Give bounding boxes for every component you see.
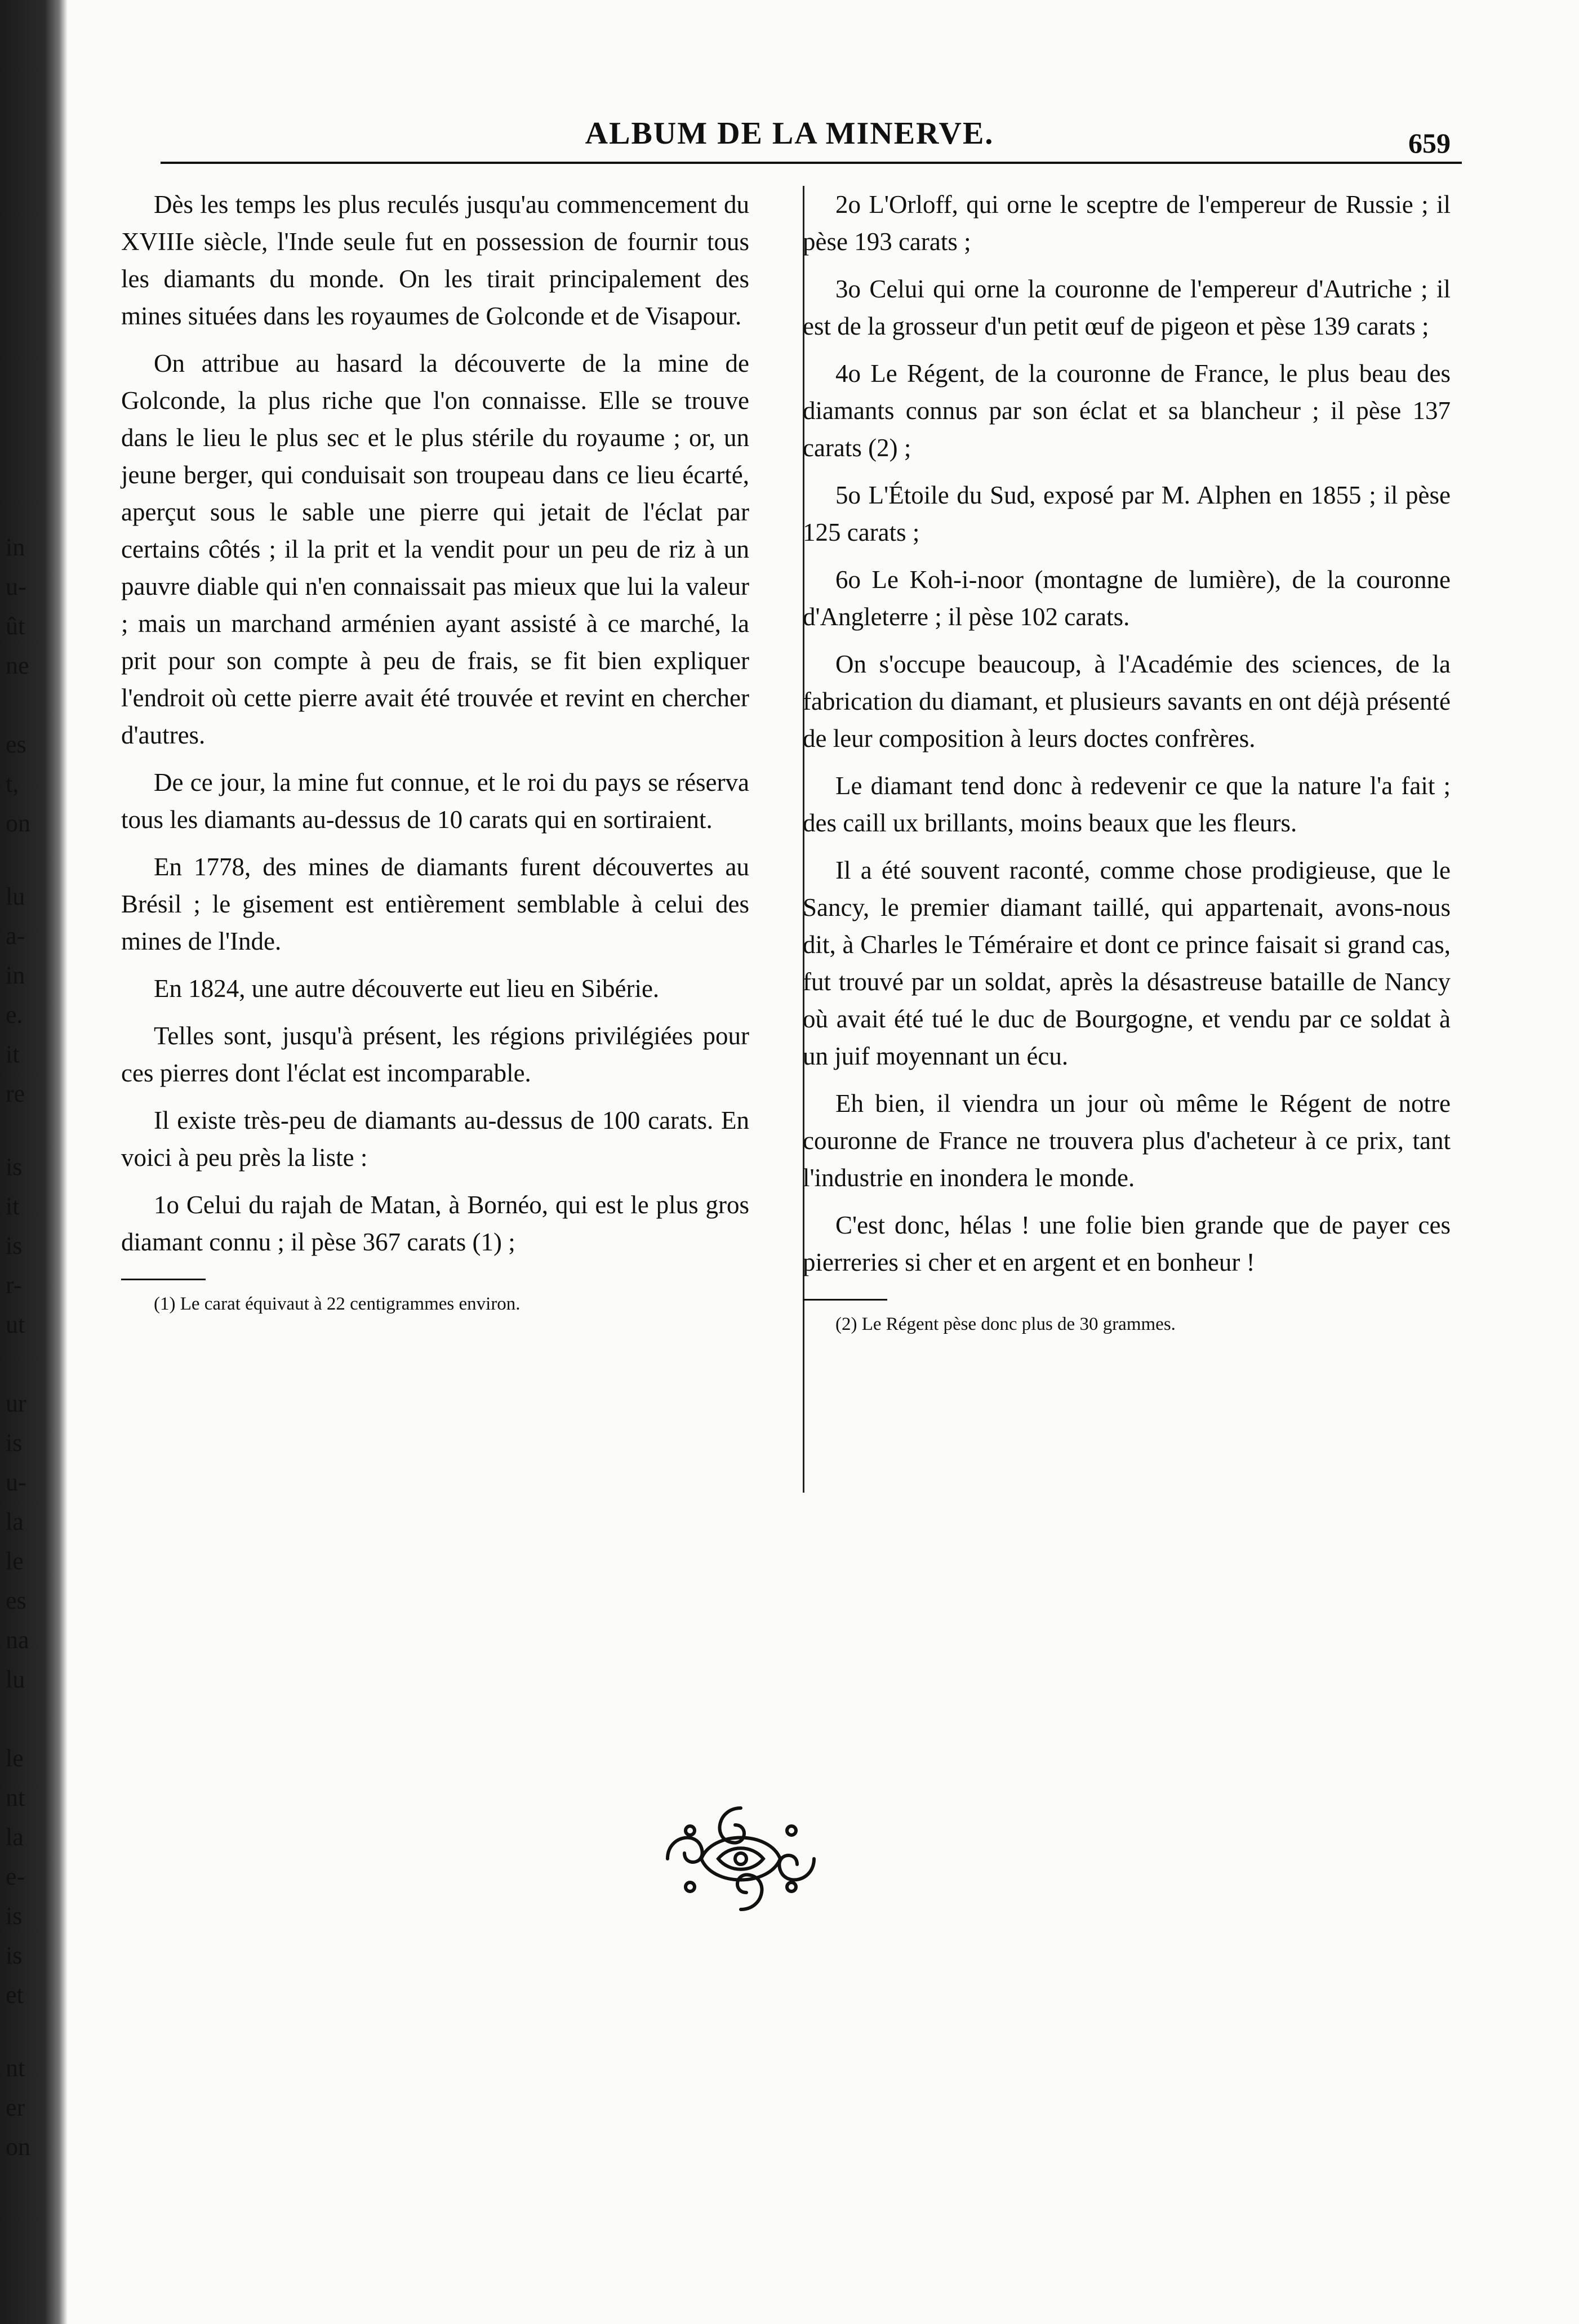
paragraph: C'est donc, hélas ! une folie bien grande que de payer ces pierreries si cher et en argent et en bonheur ! (803, 1211, 1451, 1276)
facing-page-fragment: la (6, 1508, 24, 1535)
paragraph: On attribue au hasard la découverte de la mine de Golconde, la plus riche que l'on connaisse. Elle se trouve dans le lieu le plus sec et le plus stérile du royaume ; or, un jeune berger, qui conduisait son troupeau dans ce lieu écarté, aperçut sous le sable une pierre qui jetait de l'éclat par certains côtés ; il la prit et la vendit pour un peu de riz à un pauvre diable qui n'en connaissait pas mieux que lui la valeur ; mais un marchand arménien ayant assisté à ce marché, la prit pour son compte à peu de frais, se fit bien expliquer l'endroit où cette pierre avait été trouvée et revint en chercher d'autres. (121, 349, 749, 749)
paragraph: On s'occupe beaucoup, à l'Académie des sciences, de la fabrication du diamant, et plusieurs savants en ont déjà présenté de leur composition à leurs doctes confrères. (803, 650, 1451, 753)
facing-page-fragment: e. (6, 1001, 23, 1029)
right-column (803, 186, 1451, 1347)
header-rule (161, 162, 1462, 164)
facing-page-fragment: is (6, 1942, 23, 1969)
facing-page-fragment: on (6, 809, 30, 837)
facing-page-fragment: le (6, 1744, 24, 1772)
paragraph: De ce jour, la mine fut connue, et le roi du pays se réserva tous les diamants au-dessus de 10 carats qui en sortiraient. (121, 768, 749, 834)
footnote-rule (121, 1279, 206, 1280)
facing-page-fragment: is (6, 1429, 23, 1457)
running-header-title: ALBUM DE LA MINERVE. (585, 116, 994, 151)
facing-page-fragment: it (6, 1040, 20, 1068)
paragraph: En 1824, une autre découverte eut lieu en Sibérie. (154, 974, 660, 1003)
facing-page-fragment: lu (6, 883, 25, 910)
facing-page-fragment: ur (6, 1390, 26, 1417)
paragraph: 1o Celui du rajah de Matan, à Bornéo, qui est le plus gros diamant connu ; il pèse 367 carats (1) ; (121, 1191, 749, 1256)
page-number: 659 (1408, 127, 1451, 159)
facing-page-fragment: ut (6, 1311, 25, 1338)
facing-page-fragment: nt (6, 2054, 25, 2082)
paragraph: 3o Celui qui orne la couronne de l'empereur d'Autriche ; il est de la grosseur d'un petit œuf de pigeon et pèse 139 carats ; (803, 275, 1451, 340)
facing-page-fragment: es (6, 1587, 26, 1614)
paragraph: En 1778, des mines de diamants furent découvertes au Brésil ; le gisement est entièrement semblable à celui des mines de l'Inde. (121, 853, 749, 955)
left-column (121, 186, 749, 1326)
footnote: (2) Le Régent pèse donc plus de 30 grammes. (835, 1314, 1176, 1334)
facing-page-fragment: ne (6, 652, 29, 679)
facing-page-fragment: is (6, 1902, 23, 1930)
facing-page-fragment: e- (6, 1863, 25, 1890)
facing-page-fragment: t, (6, 770, 19, 798)
facing-page-fragment: ût (6, 612, 25, 640)
facing-page-fragment: nt (6, 1784, 25, 1811)
facing-page-fragment: a- (6, 922, 25, 950)
paragraph: Le diamant tend donc à redevenir ce que la nature l'a fait ; des caill ux brillants, moins beaux que les fleurs. (803, 772, 1451, 837)
paragraph: Il a été souvent raconté, comme chose prodigieuse, que le Sancy, le premier diamant taillé, qui appartenait, avons-nous dit, à Charles le Téméraire et dont ce prince faisait si grand cas, fut trouvé par un soldat, après la désastreuse bataille de Nancy où avait été tué le duc de Bourgogne, et vendu par ce soldat à un juif moyennant un écu. (803, 856, 1451, 1070)
facing-page-fragment: in (6, 533, 25, 561)
facing-page-fragment: u- (6, 1468, 26, 1496)
fleuron-ornament-icon (651, 1797, 831, 1921)
footnote-rule (803, 1299, 887, 1301)
paragraph: 5o L'Étoile du Sud, exposé par M. Alphen en 1855 ; il pèse 125 carats ; (803, 481, 1451, 546)
facing-page-fragment: et (6, 1981, 24, 2009)
facing-page-fragment: is (6, 1153, 23, 1181)
paragraph: 4o Le Régent, de la couronne de France, le plus beau des diamants connus par son éclat et sa blancheur ; il pèse 137 carats (2) ; (803, 359, 1451, 462)
paragraph: Dès les temps les plus reculés jusqu'au commencement du XVIIIe siècle, l'Inde seule fut en possession de fournir tous les diamants du monde. On les tirait principalement des mines situées dans les royaumes de Golconde et de Visapour. (121, 190, 749, 330)
facing-page-fragment: is (6, 1232, 23, 1259)
facing-page-fragment: r- (6, 1271, 22, 1299)
facing-page-fragment: u- (6, 573, 26, 600)
paragraph: Eh bien, il viendra un jour où même le Régent de notre couronne de France ne trouvera plus d'acheteur à ce prix, tant l'industrie en inondera le monde. (803, 1089, 1451, 1192)
facing-page-fragment: es (6, 731, 26, 758)
facing-page-fragment: on (6, 2133, 30, 2161)
facing-page-fragment: in (6, 961, 25, 989)
facing-page-fragment: er (6, 2094, 25, 2121)
facing-page-fragment: it (6, 1192, 20, 1220)
footnote: (1) Le carat équivaut à 22 centigrammes environ. (154, 1294, 521, 1314)
facing-page-fragment: na (6, 1626, 29, 1654)
facing-page-text-fragments (0, 0, 34, 2324)
facing-page-fragment: re (6, 1080, 25, 1107)
paragraph: Il existe très-peu de diamants au-dessus de 100 carats. En voici à peu près la liste : (121, 1106, 749, 1172)
paragraph: Telles sont, jusqu'à présent, les régions privilégiées pour ces pierres dont l'éclat est incomparable. (121, 1022, 749, 1087)
paragraph: 6o Le Koh-i-noor (montagne de lumière), de la couronne d'Angleterre ; il pèse 102 carats. (803, 566, 1451, 631)
facing-page-fragment: la (6, 1823, 24, 1851)
facing-page-fragment: lu (6, 1666, 25, 1693)
paragraph: 2o L'Orloff, qui orne le sceptre de l'empereur de Russie ; il pèse 193 carats ; (803, 190, 1451, 256)
facing-page-fragment: le (6, 1547, 24, 1575)
